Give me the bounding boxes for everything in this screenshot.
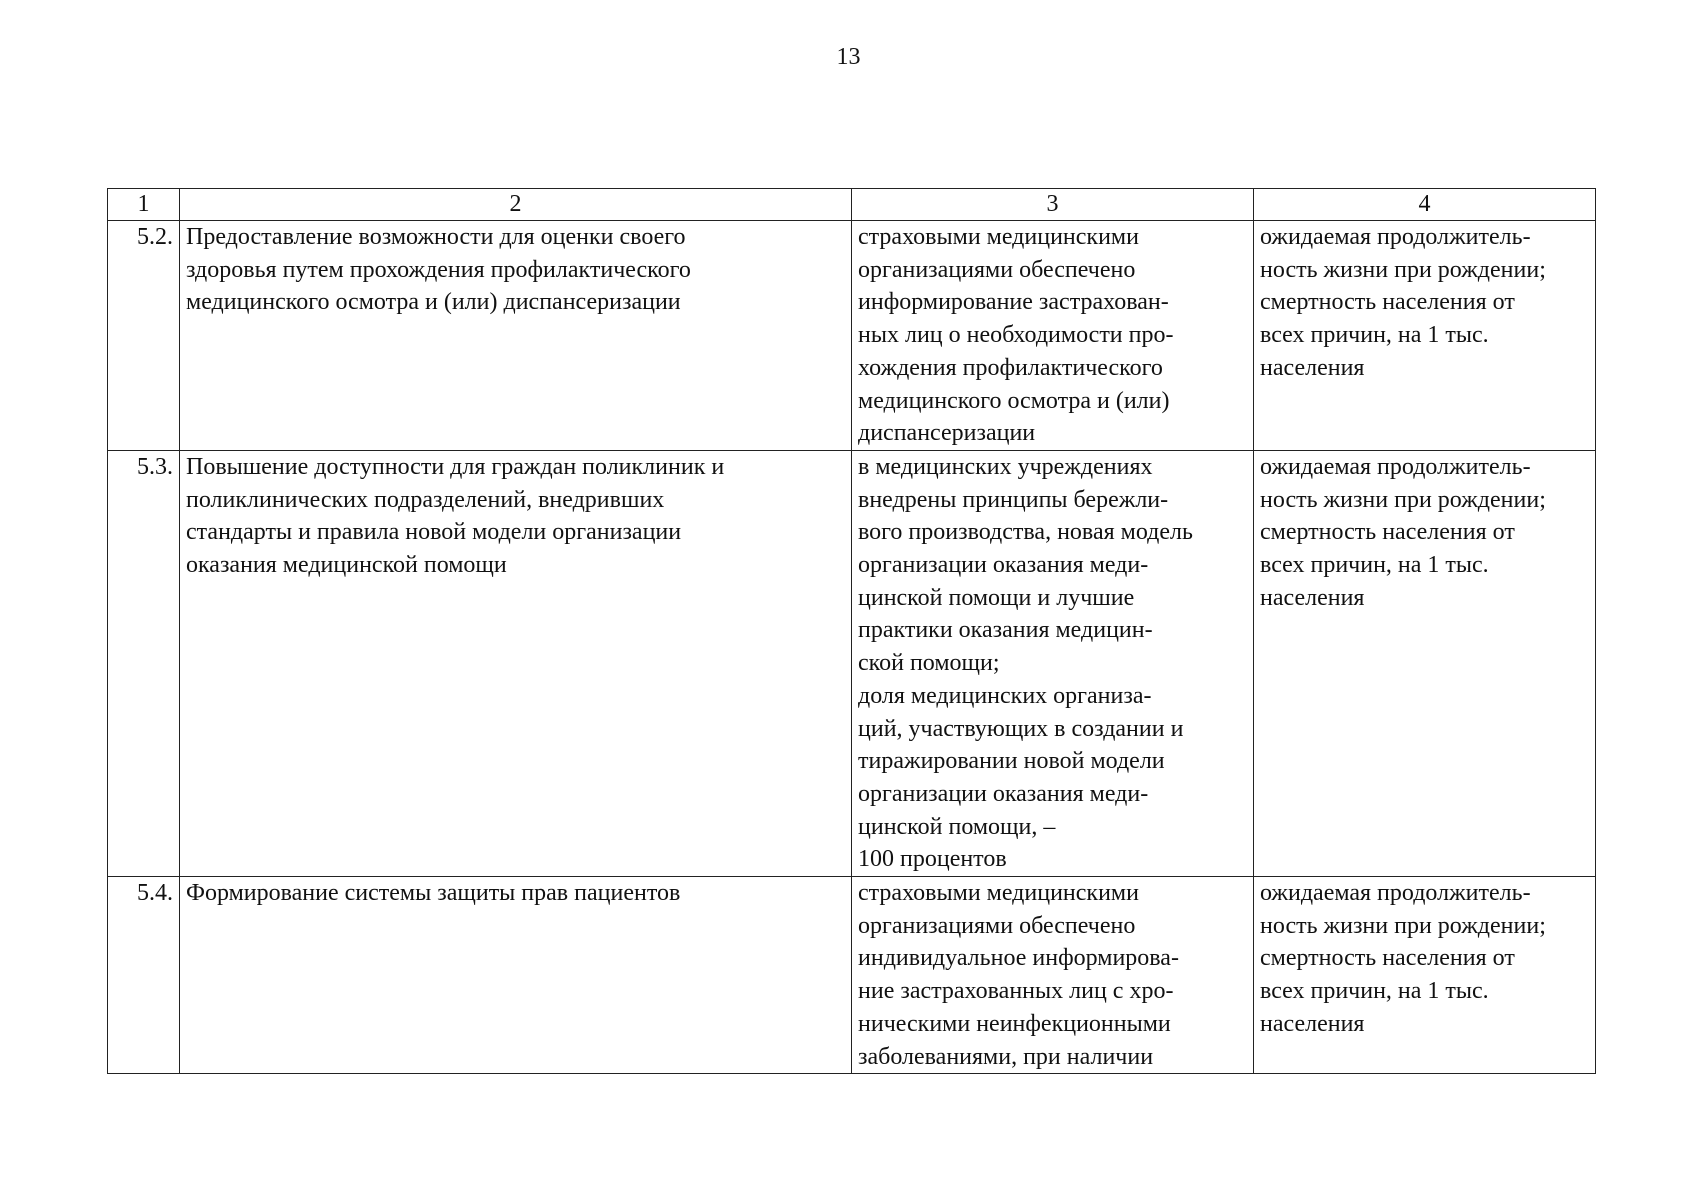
indicator-cell: ожидаемая продолжитель- ность жизни при рождении; смертность населения от всех причин, на 1 тыс. населения	[1254, 221, 1596, 451]
header-col-4: 4	[1254, 189, 1596, 221]
table-header-row	[108, 189, 1596, 221]
page-number: 13	[836, 44, 861, 70]
header-col-3: 3	[852, 189, 1254, 221]
measures-table	[107, 188, 1596, 1074]
row-number: 5.2.	[108, 221, 180, 451]
result-cell: страховыми медицинскими организациями обеспечено информирование застрахован- ных лиц о необходимости про- хождения профилактического медицинского осмотра и (или) диспансеризации	[852, 221, 1254, 451]
indicator-cell: ожидаемая продолжитель- ность жизни при рождении; смертность населения от всех причин, на 1 тыс. населения	[1254, 877, 1596, 1074]
task-cell: Повышение доступности для граждан поликлиник и поликлинических подразделений, внедривших стандарты и правила новой модели организации оказания медицинской помощи	[180, 450, 852, 876]
result-cell: в медицинских учреждениях внедрены принципы бережли- вого производства, новая модель организации оказания меди- цинской помощи и лучшие практики оказания медицин- ской помощи; доля медицинских организа- ций, участвующих в создании и тиражировании новой модели организации оказания меди- цинской помощи, – 100 процентов	[852, 450, 1254, 876]
task-cell: Предоставление возможности для оценки своего здоровья путем прохождения профилактического медицинского осмотра и (или) диспансеризации	[180, 221, 852, 451]
header-col-1: 1	[108, 189, 180, 221]
task-cell: Формирование системы защиты прав пациентов	[180, 877, 852, 1074]
header-col-2: 2	[180, 189, 852, 221]
table-row	[108, 450, 1596, 876]
table-row	[108, 877, 1596, 1074]
row-number: 5.4.	[108, 877, 180, 1074]
row-number: 5.3.	[108, 450, 180, 876]
result-cell: страховыми медицинскими организациями обеспечено индивидуальное информирова- ние застрахованных лиц с хро- ническими неинфекционными заболеваниями, при наличии	[852, 877, 1254, 1074]
table-row	[108, 221, 1596, 451]
indicator-cell: ожидаемая продолжитель- ность жизни при рождении; смертность населения от всех причин, на 1 тыс. населения	[1254, 450, 1596, 876]
